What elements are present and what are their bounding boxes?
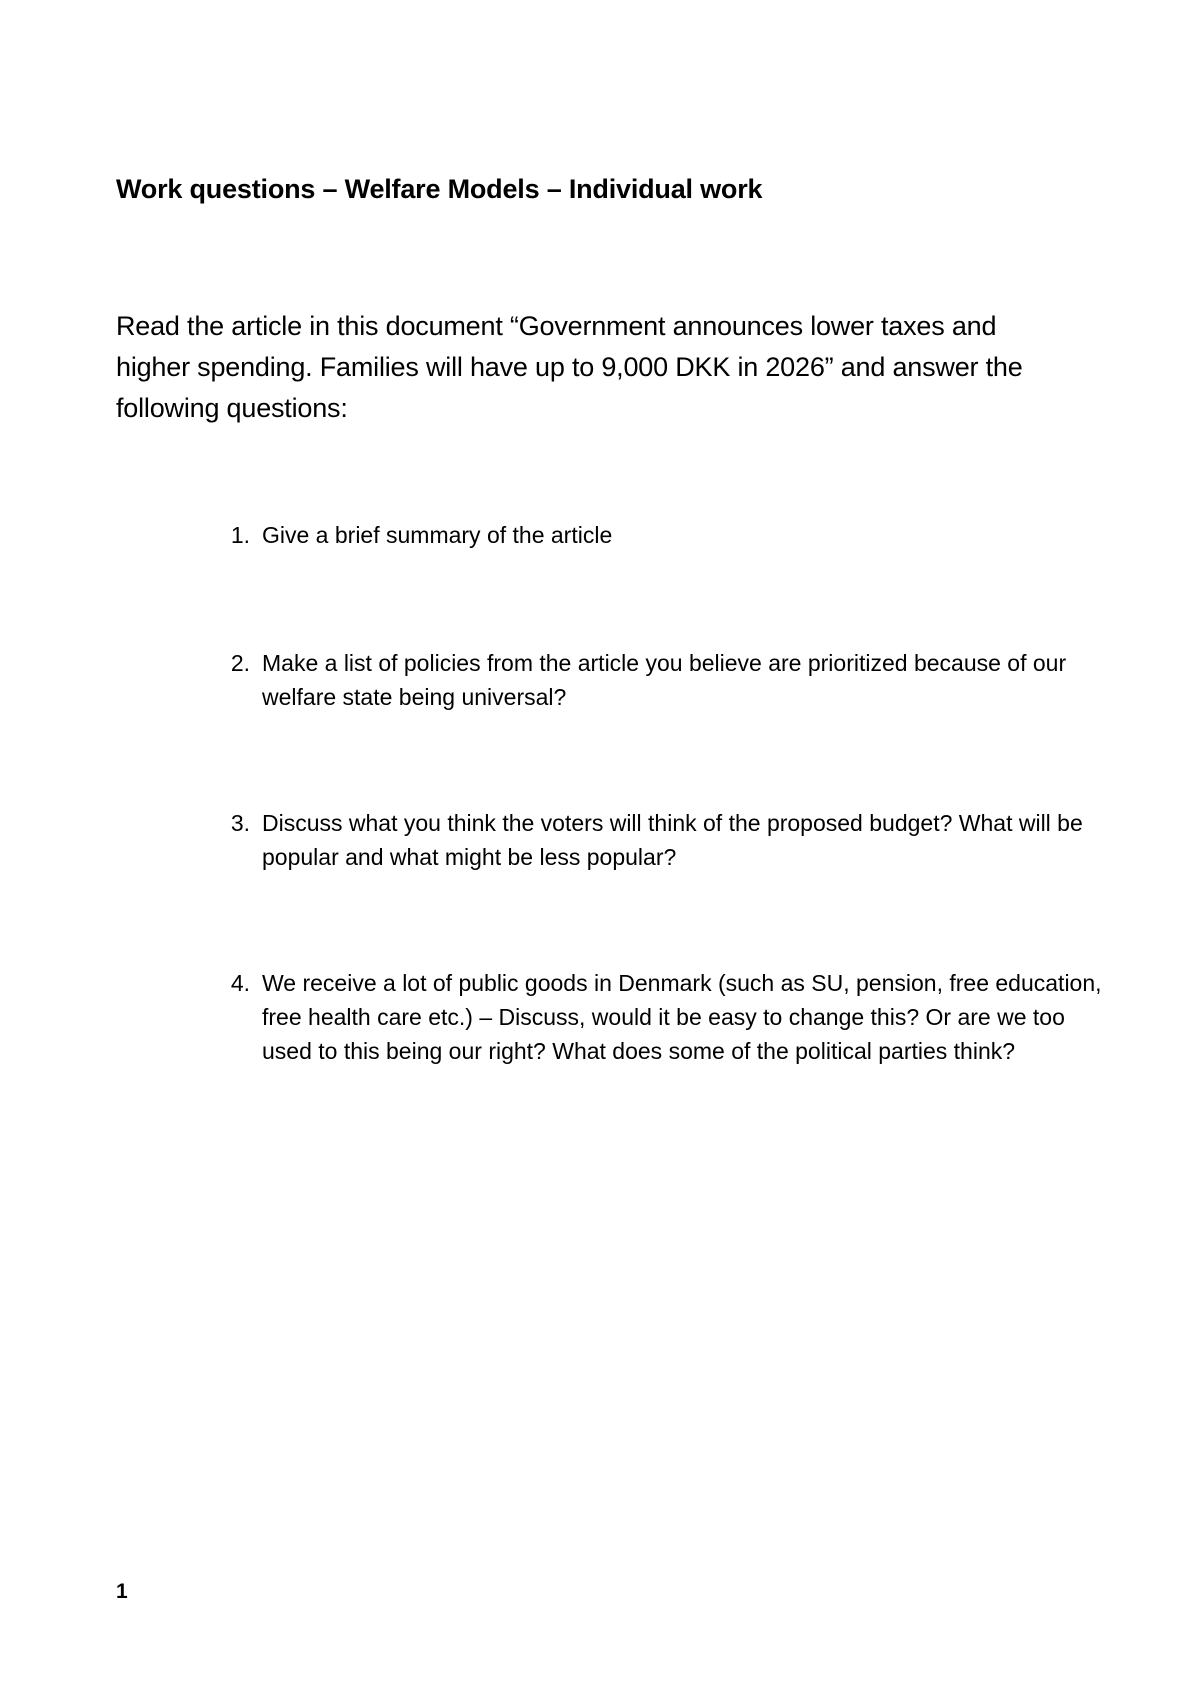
question-text: Give a brief summary of the article: [262, 522, 613, 548]
question-number: 2.: [230, 650, 250, 676]
question-text: Make a list of policies from the article you believe are prioritized because of our welfare state being universal?: [262, 650, 1067, 710]
question-number: 1.: [230, 522, 250, 548]
question-item-2: [210, 646, 1110, 714]
page-title: Work questions – Welfare Models – Individual work: [116, 174, 763, 204]
question-text: We receive a lot of public goods in Denmark (such as SU, pension, free education, free health care etc.) – Discuss, would it be easy to change this? Or are we too used to this being our right? What does some of the political parties think?: [262, 970, 1102, 1064]
question-number: 3.: [230, 810, 250, 836]
question-item-1: [210, 518, 1110, 552]
question-item-4: [210, 966, 1110, 1068]
question-text: Discuss what you think the voters will think of the proposed budget? What will be popular and what might be less popular?: [262, 810, 1083, 870]
question-number: 4.: [230, 970, 250, 996]
intro-paragraph: Read the article in this document “Government announces lower taxes and higher spending. Families will have up to 9,000 DKK in 2026” and answer the following questions:: [116, 311, 1023, 423]
question-item-3: [210, 806, 1110, 874]
page-number: 1: [116, 1580, 128, 1603]
